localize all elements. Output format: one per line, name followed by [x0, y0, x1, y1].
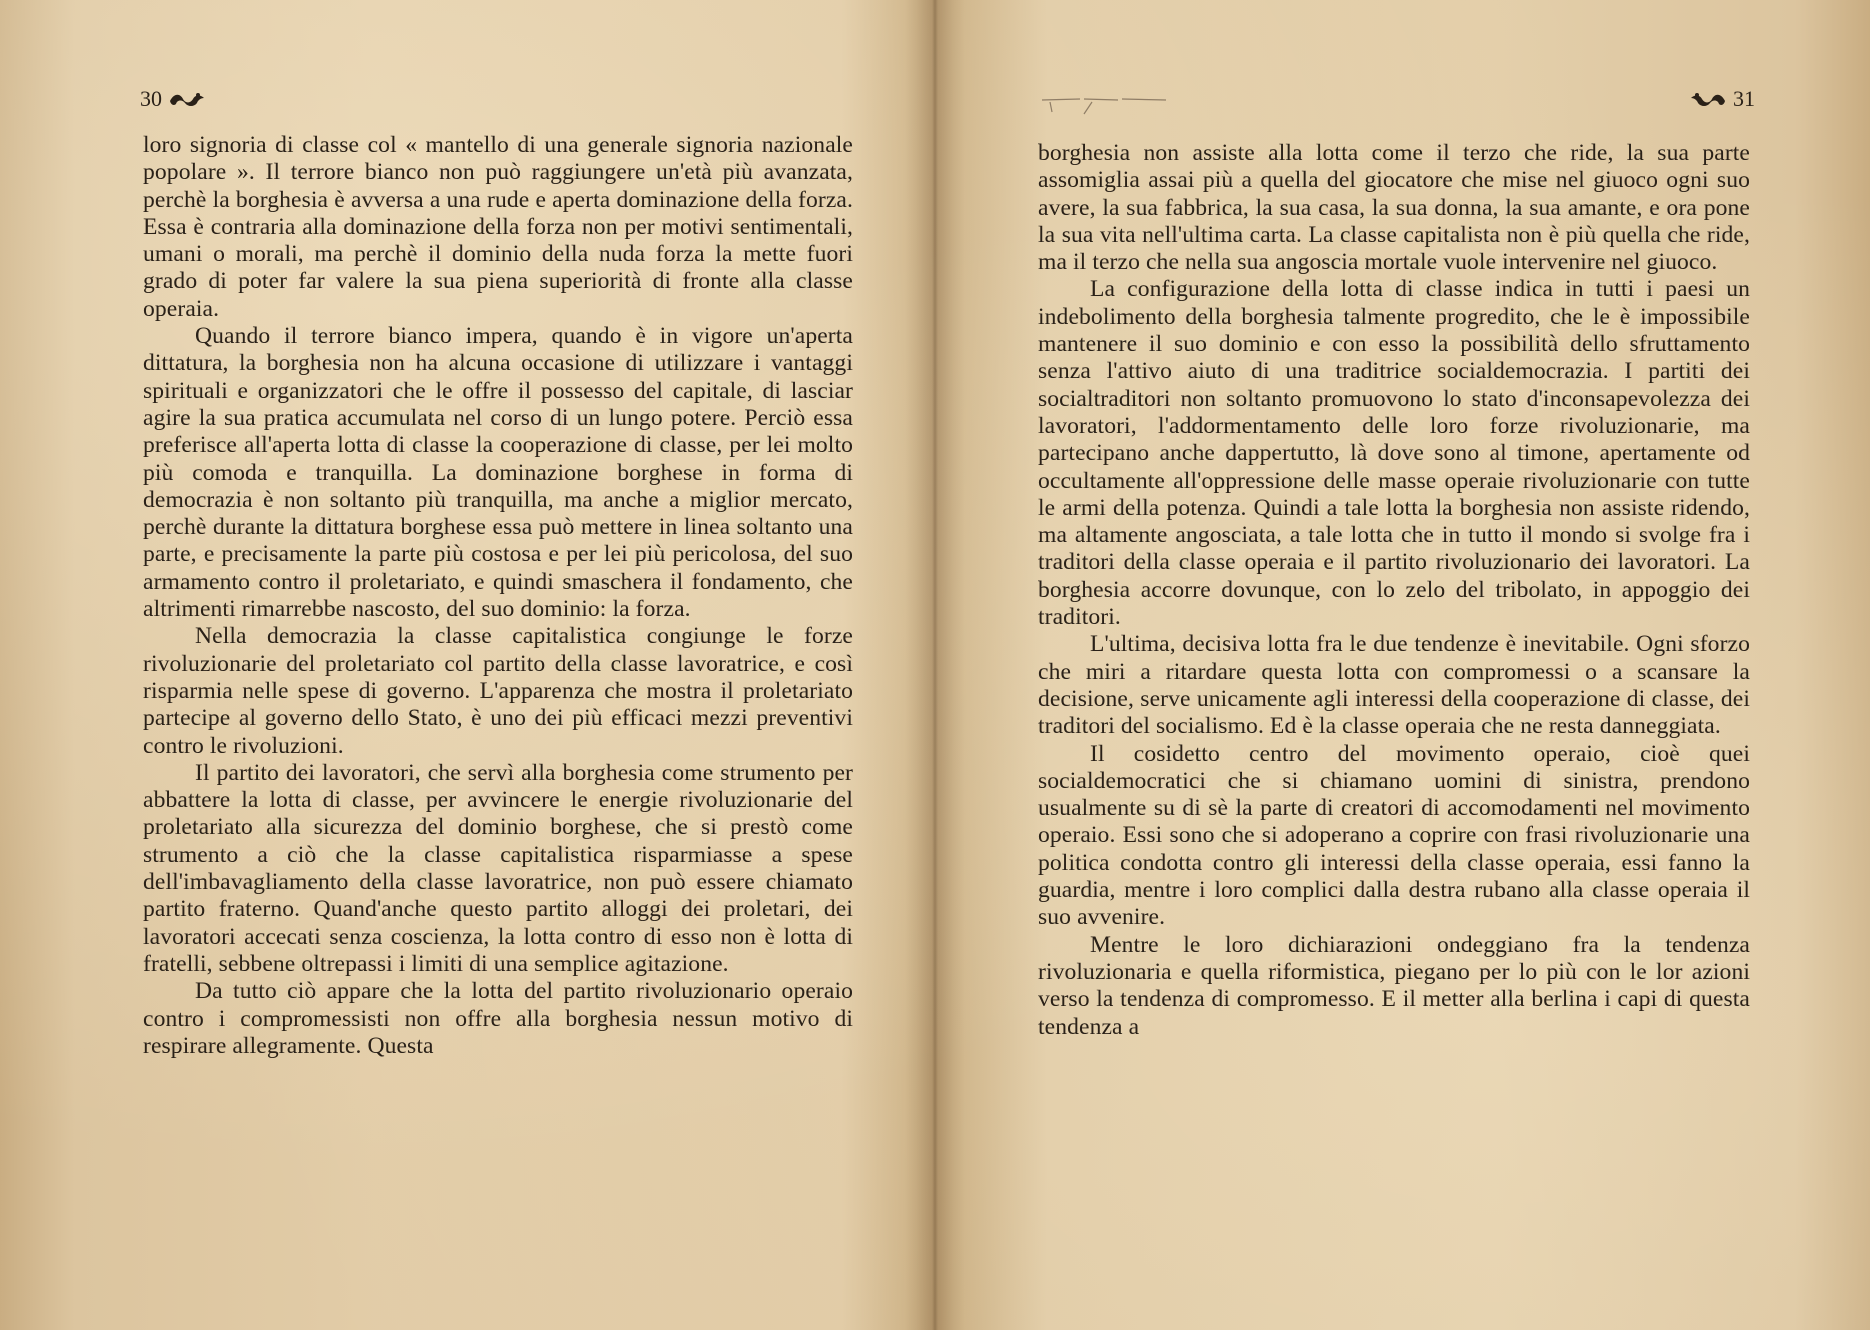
paragraph: L'ultima, decisiva lotta fra le due tendenze è inevitabile. Ogni sforzo che miri a ritardare questa lotta con compromessi o a scansare la decisione, serve unicamente agli interessi della cooperazione di classe, dei traditori del socialismo. Ed è la classe operaia che ne resta danneggiata.: [1038, 631, 1750, 740]
fleuron-icon: [168, 89, 206, 109]
paragraph: La configurazione della lotta di classe indica in tutti i paesi un indebolimento della borghesia talmente progredito, che le è impossibile mantenere il suo dominio e con esso la possibilità dello sfruttamento senza l'attivo aiuto di una traditrice socialdemocrazia. I partiti dei socialtraditori non soltanto promuovono lo stato d'inconsapevolezza dei lavoratori, l'addormentamento delle loro forze rivoluzionarie, ma partecipano anche dappertutto, là dove sono al timone, apertamente od occultamente all'oppressione delle masse operaie rivoluzionarie con tutte le armi della potenza. Quindi a tale lotta la borghesia non assiste ridendo, ma altamente angosciata, a tale lotta che in tutto il mondo si svolge fra i traditori della classe operaia e il partito rivoluzionario dei lavoratori. La borghesia accorre dovunque, con lo zelo del tribolato, in appoggio dei traditori.: [1038, 276, 1750, 631]
paragraph: Nella democrazia la classe capitalistica congiunge le forze rivoluzionarie del proletariato col partito della classe lavoratrice, e così risparmia nelle spese di governo. L'apparenza che mostra il proletariato partecipe al governo dello Stato, è uno dei più efficaci mezzi preventivi contro le rivoluzioni.: [143, 623, 853, 759]
fleuron-icon: [1689, 89, 1727, 109]
right-page-text: [1038, 140, 1750, 1041]
paragraph: borghesia non assiste alla lotta come il terzo che ride, la sua parte assomiglia assai più a quella del giocatore che mise nel giuoco ogni suo avere, la sua fabbrica, la sua casa, la sua donna, la sua amante, e ora pone la sua vita nell'ultima carta. La classe capitalista non è più quella che ride, ma il terzo che nella sua angoscia mortale vuole intervenire nel giuoco.: [1038, 140, 1750, 276]
paragraph: Quando il terrore bianco impera, quando è in vigore un'aperta dittatura, la borghesia non ha alcuna occasione di utilizzare i vantaggi spirituali e organizzatori che le offre il possesso del capitale, di lasciar agire la sua pratica accumulata nel corso di un lungo potere. Perciò essa preferisce all'aperta lotta di classe la cooperazione di classe, per lei molto più comoda e tranquilla. La dominazione borghese in forma di democrazia è non soltanto più tranquilla, ma anche a miglior mercato, perchè durante la dittatura borghese essa può mettere in linea soltanto una parte, e precisamente la parte più costosa e per lei più pericolosa, del suo armamento contro il proletariato, e quindi smaschera il fondamento, che altrimenti rimarrebbe nascosto, del suo dominio: la forza.: [143, 323, 853, 623]
paragraph: loro signoria di classe col « mantello di una generale signoria nazionale popolare ». Il terrore bianco non può raggiungere un'età più avanzata, perchè la borghesia è avversa a una rude e aperta dominazione della forza. Essa è contraria alla dominazione della forza non per motivi sentimentali, umani o morali, ma perchè il dominio della nuda forza la mette fuori grado di poter far valere la sua piena superiorità di fronte alla classe operaia.: [143, 132, 853, 322]
left-page-number: 30: [140, 86, 162, 111]
paragraph: Mentre le loro dichiarazioni ondeggiano fra la tendenza rivoluzionaria e quella riformistica, piegano per lo più con le lor azioni verso la tendenza di compromesso. E il metter alla berlina i capi di questa tendenza a: [1038, 931, 1750, 1040]
paragraph: Il cosidetto centro del movimento operaio, cioè quei socialdemocratici che si chiamano uomini di sinistra, prendono usualmente su di sè la parte di creatori di accomodamenti nel movimento operaio. Essi sono che si adoperano a coprire con frasi rivoluzionarie una politica condotta contro gli interessi della classe operaia, essi fanno la guardia, mentre i loro complici dalla destra rubano alla classe operaia il suo avvenire.: [1038, 740, 1750, 931]
paragraph: Da tutto ciò appare che la lotta del partito rivoluzionario operaio contro i compromessisti non offre alla borghesia nessun motivo di respirare allegramente. Questa: [143, 978, 853, 1059]
right-page-number: 31: [1733, 86, 1755, 111]
right-page: [935, 0, 1870, 1330]
paragraph: Il partito dei lavoratori, che servì alla borghesia come strumento per abbattere la lotta di classe, per avvincere le energie rivoluzionarie del proletariato alla sicurezza del dominio borghese, che si prestò come strumento a ciò che la classe capitalistica risparmiasse a spese dell'imbavagliamento della classe lavoratrice, non può essere chiamato partito fraterno. Quand'anche questo partito alloggi dei proletari, dei lavoratori accecati senza coscienza, la lotta contro di esso non è lotta di fratelli, sebbene oltrepassi i limiti di una semplice agitazione.: [143, 759, 853, 977]
right-page-folio: [1689, 86, 1755, 112]
left-page-folio: [140, 86, 206, 112]
pencil-mark-icon: [1040, 96, 1170, 116]
left-page-text: [143, 132, 853, 1060]
